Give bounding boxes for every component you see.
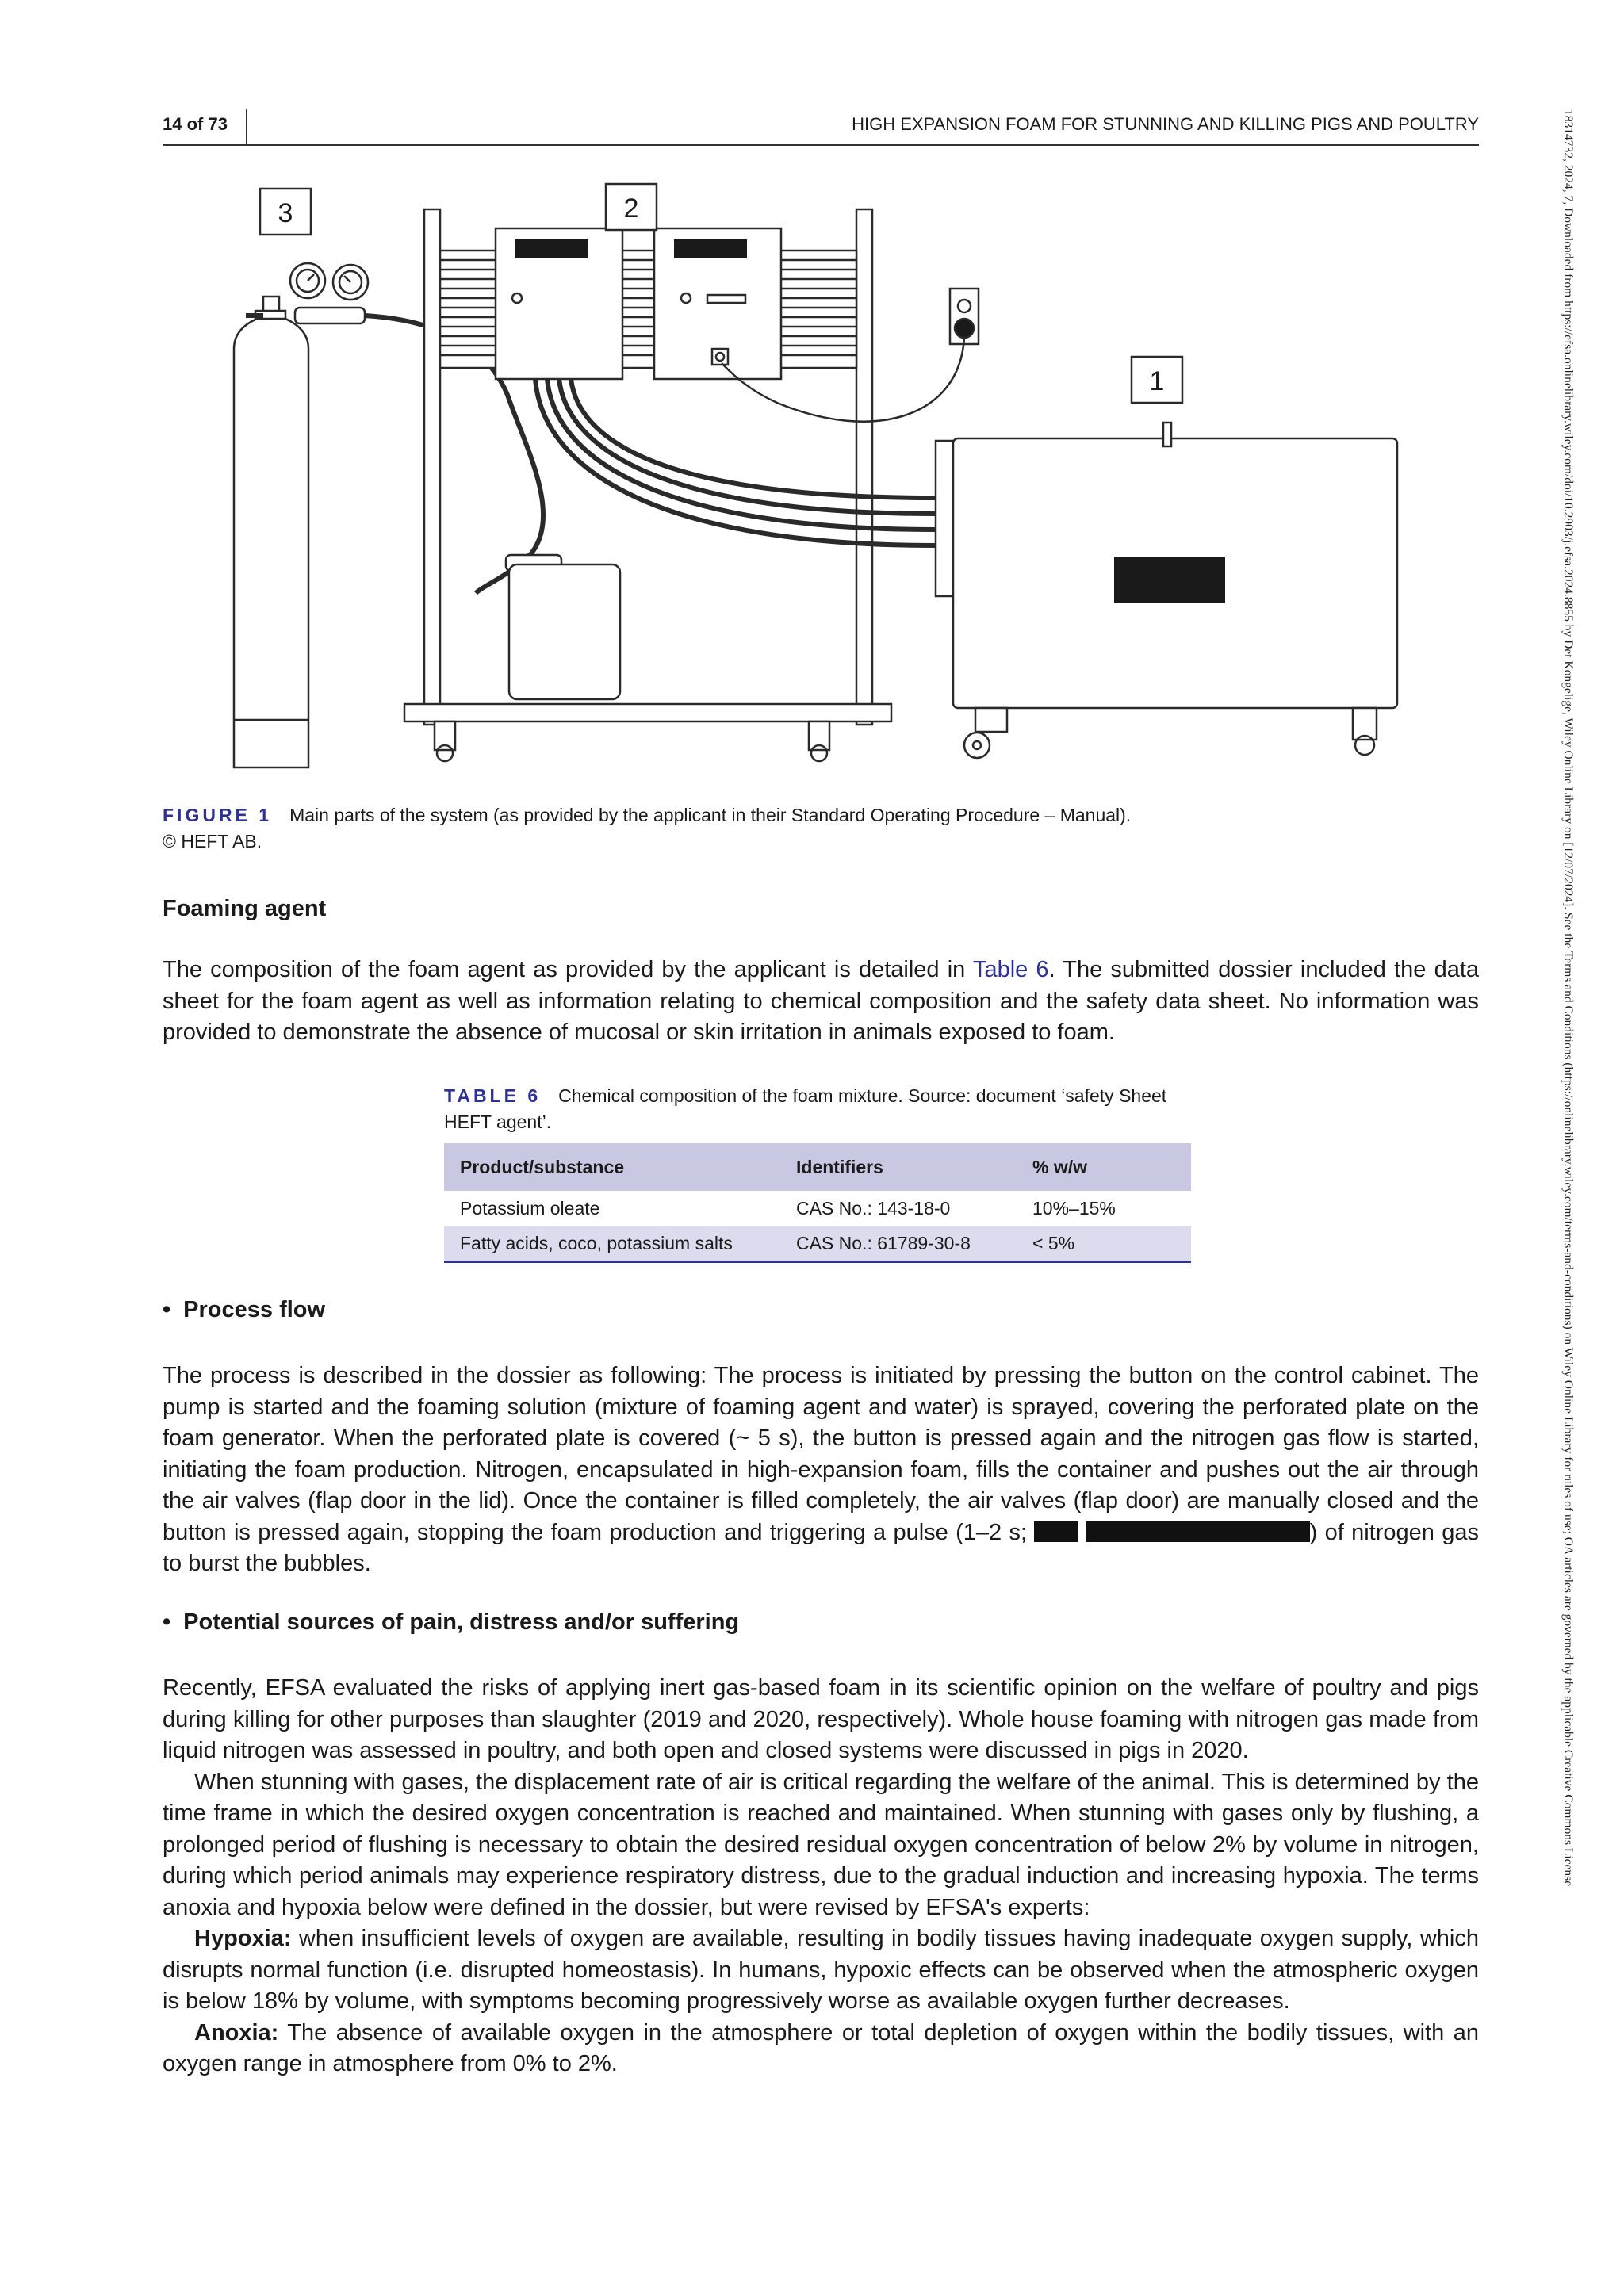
pain-paragraph-1: Recently, EFSA evaluated the risks of applying inert gas-based foam in its scientific opinion on the welfare of poultry and pigs during killing for other purposes than slaughter (2019 and 2020, respectively). Whole house foaming with nitrogen gas made from liquid nitrogen was assessed in poultry, and both open and closed systems were discussed in pigs in 2020. [163,1675,1479,1763]
callout-label-3: 3 [278,198,293,228]
page-number: 14 of 73 [163,114,228,134]
table-header-cell: % w/w [1017,1143,1191,1191]
hypoxia-definition [163,1923,1479,2018]
table-cell: Fatty acids, coco, potassium salts [444,1226,780,1262]
anoxia-term: Anoxia: [194,2019,279,2045]
pain-sources-heading [163,1609,739,1636]
foaming-text-end: . The submitted dossier included the data sheet for the foam agent as well as information relating to chemical composition and the safety data sheet. No information was provided to demonstrate the absence of mucosal or skin irritation in animals exposed to foam. [163,957,1480,1045]
table-cell: 10%–15% [1032,1197,1116,1219]
running-title: HIGH EXPANSION FOAM FOR STUNNING AND KILLING PIGS AND POULTRY [852,114,1479,134]
table-6-link[interactable]: Table 6 [972,957,1049,982]
table-row [444,1191,1191,1226]
section-heading-foaming-agent: Foaming agent [163,896,327,921]
table-cell: Potassium oleate [460,1197,600,1219]
download-notice-text: 18314732, 2024, 7, Downloaded from https://efsa.onlinelibrary.wiley.com/doi/10.2903/j.efsa.2024.8855 by Det Kongelige, Wiley Online Library on [12/07/2024]. See the Terms and Conditions (https://onlinelibrary.wiley.com/terms-and-conditions) on Wiley Online Library for rules of use; OA articles are governed by the applicable Creative Commons License [1561,109,1575,1887]
table-cell: CAS No.: 143-18-0 [796,1197,951,1219]
figure-caption-text: Main parts of the system (as provided by the applicant in their Standard Operating Procedure – Manual). [289,805,1132,825]
anoxia-definition [163,2018,1479,2080]
pain-sources-body [163,1673,1479,2080]
table-cell: CAS No.: 61789-30-8 [780,1226,1017,1262]
chemical-composition-table [444,1143,1191,1263]
anoxia-text: The absence of available oxygen in the atmosphere or total depletion of oxygen within the bodily tissues, with an oxygen range in atmosphere from 0% to 2%. [163,2019,1479,2076]
foaming-agent-paragraph [163,955,1479,1049]
download-notice [1561,109,1578,2202]
table-caption [444,1083,1205,1135]
process-flow-text-tail: ) of nitrogen gas to burst the bubbles. [163,1519,1479,1576]
table-header-cell: Product/substance [444,1143,780,1191]
process-flow-paragraph [163,1360,1479,1580]
foaming-text-start: The composition of the foam agent as provided by the applicant is detailed in [163,957,973,982]
callout-label-2: 2 [623,193,639,224]
gas-cylinder [234,263,368,767]
foam-agent-canister [506,555,620,699]
bullet-marker: • [163,1609,171,1635]
page-header [163,109,1479,146]
table-row [444,1226,1191,1262]
hypoxia-text: when insufficient levels of oxygen are available, resulting in bodily tissues having inadequate oxygen supply, which disrupts normal function (i.e. disrupted homeostasis). In humans, hypoxic effects can be observed when the atmospheric oxygen is below 18% by volume, with symptoms becoming progressively worse as available oxygen further decreases. [163,1926,1479,2014]
system-diagram [222,181,1427,787]
header-divider [246,109,247,144]
table-header-row [444,1143,1191,1191]
callout-label-1: 1 [1149,366,1165,396]
process-flow-heading [163,1297,325,1323]
table-caption-text: Chemical composition of the foam mixture. Source: document ‘safety Sheet HEFT agent’. [444,1085,1167,1132]
pain-paragraph-2: When stunning with gases, the displacement rate of air is critical regarding the welfare of the animal. This is determined by the time frame in which the desired oxygen concentration is reached and maintained. When stunning with gases only by flushing, a prolonged period of flushing is necessary to obtain the desired residual oxygen concentration of below 2% by volume in nitrogen, during which period animals may experience respiratory distress, due to the gradual induction and increasing hypoxia. The terms anoxia and hypoxia below were defined in the dossier, but were revised by EFSA's experts: [163,1769,1479,1920]
pain-sources-title: Potential sources of pain, distress and/or suffering [183,1609,740,1635]
redaction-block [1086,1521,1310,1542]
figure-credit: © HEFT AB. [163,831,262,851]
bullet-marker: • [163,1297,171,1322]
system-drawing [222,181,1427,783]
process-flow-title: Process flow [183,1297,326,1322]
redaction-block [1034,1521,1078,1542]
process-flow-text: The process is described in the dossier as following: The process is initiated by pressing the button on the control cabinet. The pump is started and the foaming solution (mixture of foaming agent and water) is sprayed, covering the perforated plate on the foam generator. When the perforated plate is covered (~ 5 s), the button is pressed again and the nitrogen gas flow is started, initiating the foam production. Nitrogen, encapsulated in high-expansion foam, fills the container and pushes out the air through the air valves (flap door in the lid). Once the container is filled completely, the air valves (flap door) are manually closed and the button is pressed again, stopping the foam production and triggering a pulse (1–2 s; [163,1363,1479,1545]
hypoxia-term: Hypoxia: [194,1926,292,1951]
table-label: TABLE 6 [444,1085,542,1106]
foam-container [936,423,1397,758]
figure-label: FIGURE 1 [163,805,273,825]
table-cell: < 5% [1017,1226,1191,1262]
table-header-cell: Identifiers [780,1143,1017,1191]
figure-caption [163,802,1479,855]
